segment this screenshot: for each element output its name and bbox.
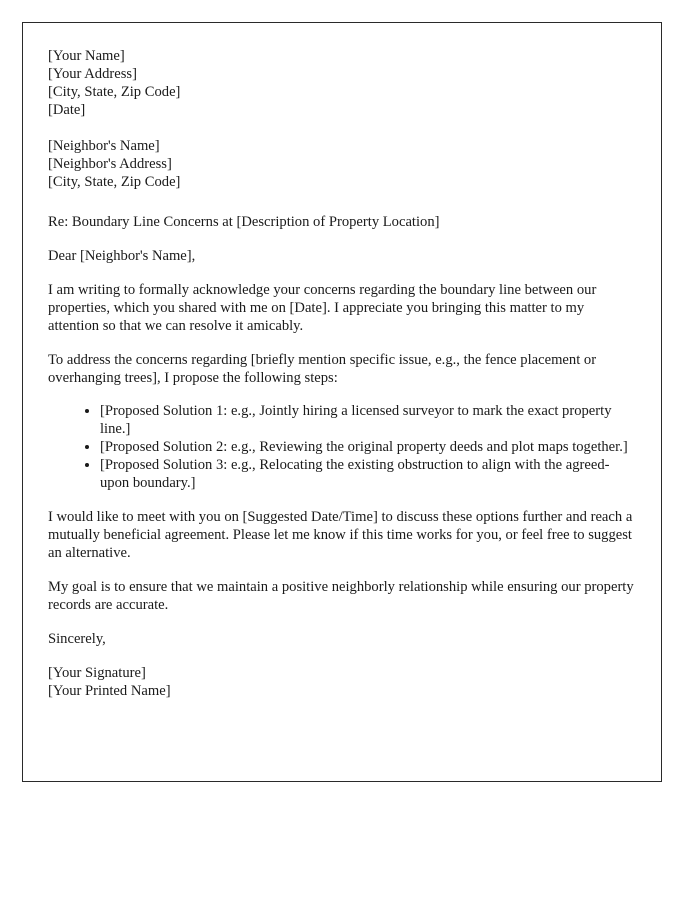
subject-line: Re: Boundary Line Concerns at [Description of Property Location] <box>48 214 440 230</box>
paragraph-meeting-request: I would like to meet with you on [Suggested Date/Time] to discuss these options further and reach a mutually beneficial agreement. Please let me know if this time works for you, or feel free to suggest an alternative. <box>48 509 633 561</box>
recipient-address-block <box>48 137 635 191</box>
closing-salutation: Sincerely, <box>48 631 106 647</box>
signature-placeholder: [Your Signature] <box>48 665 146 681</box>
list-item: • [Proposed Solution 3: e.g., Relocating the existing obstruction to align with the agreed-upon boundary.] <box>100 456 635 492</box>
printed-name-placeholder: [Your Printed Name] <box>48 683 171 699</box>
recipient-city-state-zip: [City, State, Zip Code] <box>48 174 181 190</box>
sender-city-state-zip: [City, State, Zip Code] <box>48 84 181 100</box>
sender-address-block <box>48 47 635 119</box>
sender-date: [Date] <box>48 102 86 118</box>
recipient-name: [Neighbor's Name] <box>48 138 160 154</box>
letter-body <box>23 23 661 700</box>
recipient-street: [Neighbor's Address] <box>48 156 172 172</box>
paragraph-goal: My goal is to ensure that we maintain a positive neighborly relationship while ensuring our property records are accurate. <box>48 579 634 613</box>
proposed-solutions-list <box>48 402 635 492</box>
salutation: Dear [Neighbor's Name], <box>48 248 196 264</box>
list-item: • [Proposed Solution 1: e.g., Jointly hiring a licensed surveyor to mark the exact property line.] <box>100 402 635 438</box>
signature-block <box>48 664 635 700</box>
paragraph-proposal-intro: To address the concerns regarding [briefly mention specific issue, e.g., the fence placement or overhanging trees], I propose the following steps: <box>48 352 597 386</box>
paragraph-acknowledgement: I am writing to formally acknowledge your concerns regarding the boundary line between our properties, which you shared with me on [Date]. I appreciate you bringing this matter to my attention so that we can resolve it amicably. <box>48 282 597 334</box>
letter-page <box>22 22 662 782</box>
sender-street: [Your Address] <box>48 66 137 82</box>
sender-name: [Your Name] <box>48 48 125 64</box>
list-item: • [Proposed Solution 2: e.g., Reviewing the original property deeds and plot maps together.] <box>100 438 635 456</box>
address-block-spacer <box>48 119 635 137</box>
